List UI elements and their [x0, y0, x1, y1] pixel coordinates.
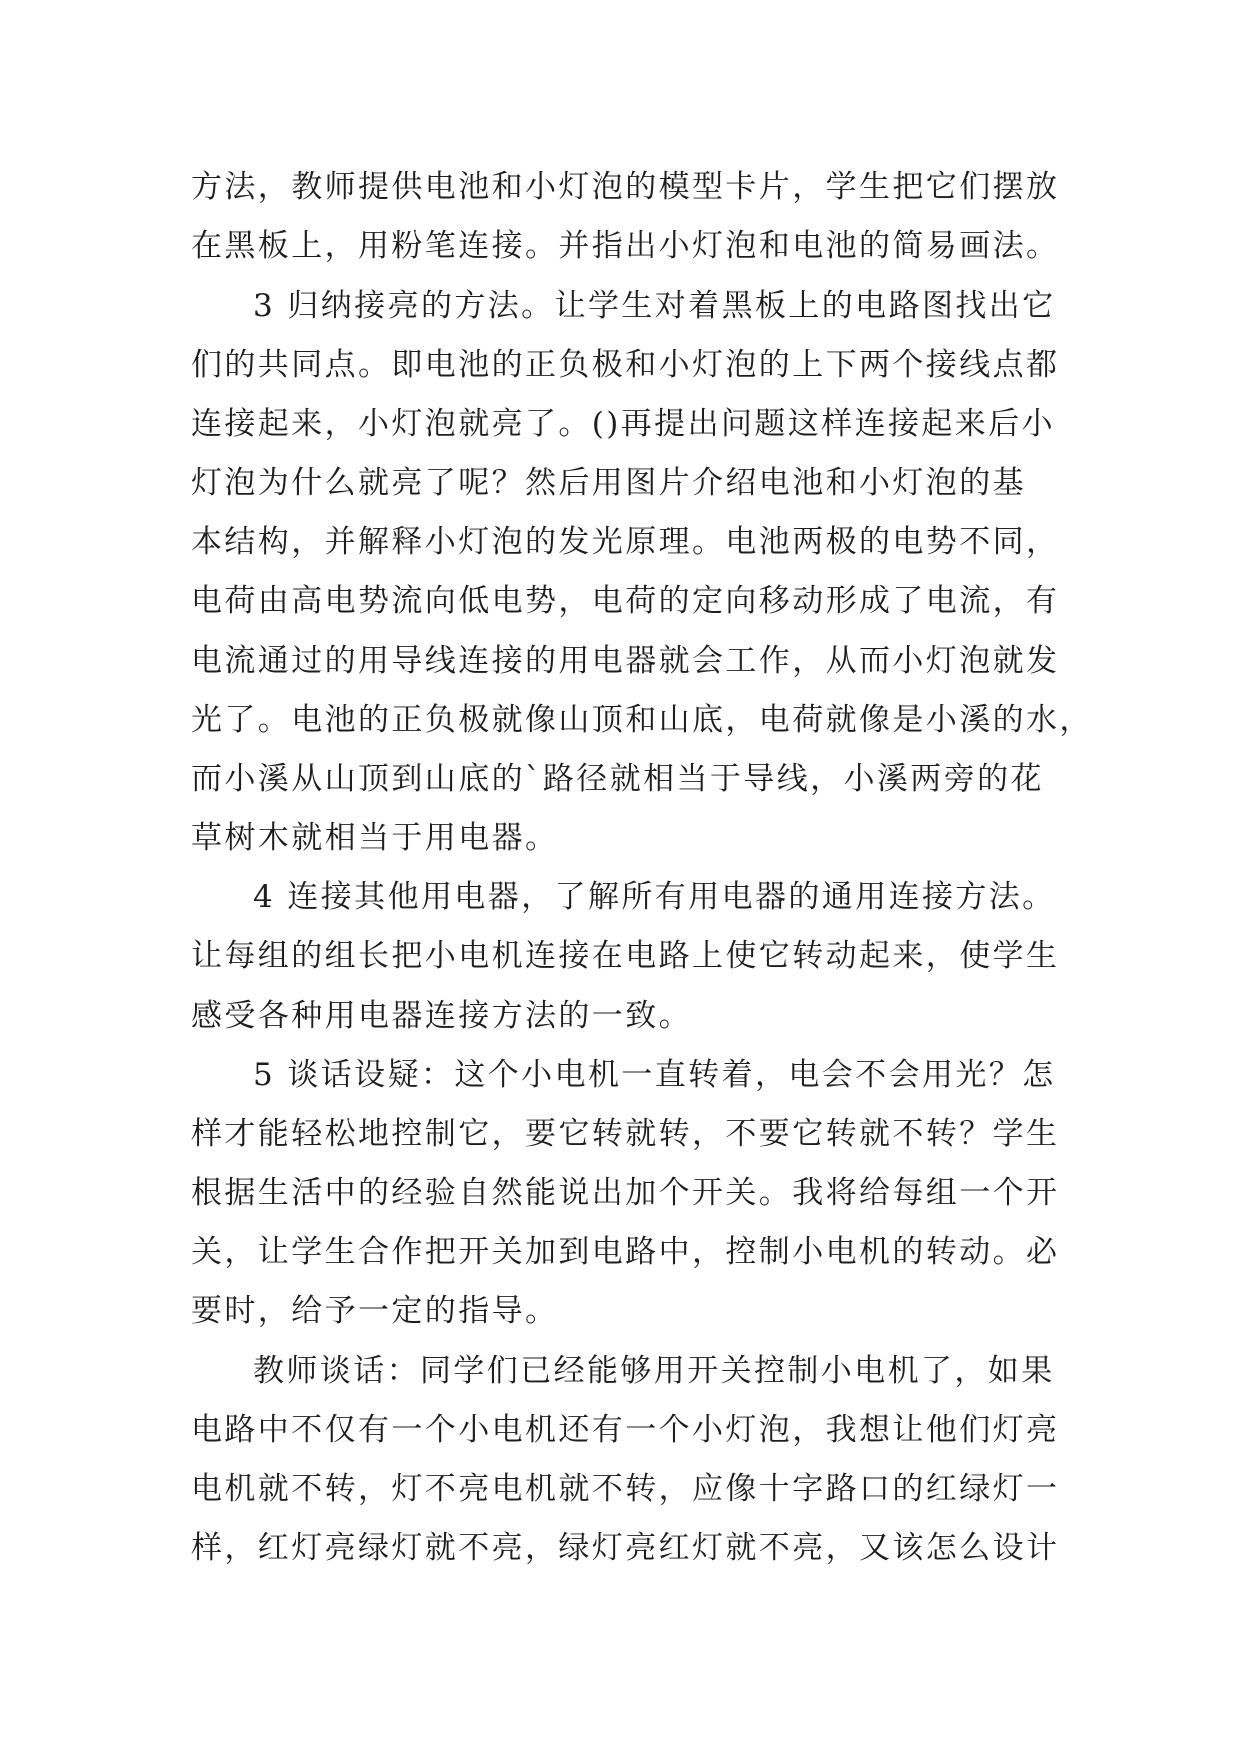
text-line: 电流通过的用导线连接的用电器就会工作，从而小灯泡就发	[191, 643, 1060, 679]
paragraph-start-line: 教师谈话：同学们已经能够用开关控制小电机了，如果	[253, 1353, 1055, 1389]
text-line: 光了。电池的正负极就像山顶和山底，电荷就像是小溪的水，	[191, 702, 1093, 738]
paragraph-start-line: 5 谈话设疑：这个小电机一直转着，电会不会用光？怎	[253, 1057, 1056, 1093]
text-line: 样，红灯亮绿灯就不亮，绿灯亮红灯就不亮，又该怎么设计	[191, 1530, 1060, 1566]
paragraph-start-line: 3 归纳接亮的方法。让学生对着黑板上的电路图找出它	[253, 288, 1056, 324]
text-line: 感受各种用电器连接方法的一致。	[191, 998, 692, 1034]
text-line: 连接起来，小灯泡就亮了。()再提出问题这样连接起来后小	[191, 406, 1055, 442]
text-line: 让每组的组长把小电机连接在电路上使它转动起来，使学生	[191, 938, 1060, 974]
text-line: 电机就不转，灯不亮电机就不转，应像十字路口的红绿灯一	[191, 1471, 1060, 1507]
text-line: 灯泡为什么就亮了呢？然后用图片介绍电池和小灯泡的基	[191, 465, 1026, 501]
paragraph-start-line: 4 连接其他用电器，了解所有用电器的通用连接方法。	[253, 879, 1056, 915]
text-line: 关，让学生合作把开关加到电路中，控制小电机的转动。必	[191, 1234, 1060, 1270]
text-line: 而小溪从山顶到山底的`路径就相当于导线，小溪两旁的花	[191, 761, 1044, 797]
text-line: 方法，教师提供电池和小灯泡的模型卡片，学生把它们摆放	[191, 169, 1060, 205]
text-line: 样才能轻松地控制它，要它转就转，不要它转就不转？学生	[191, 1116, 1060, 1152]
text-line: 草树木就相当于用电器。	[191, 820, 559, 856]
text-line: 在黑板上，用粉笔连接。并指出小灯泡和电池的简易画法。	[191, 228, 1060, 264]
text-line: 电荷由高电势流向低电势，电荷的定向移动形成了电流，有	[191, 583, 1060, 619]
text-line: 根据生活中的经验自然能说出加个开关。我将给每组一个开	[191, 1175, 1060, 1211]
text-line: 电路中不仅有一个小电机还有一个小灯泡，我想让他们灯亮	[191, 1412, 1060, 1448]
text-line: 们的共同点。即电池的正负极和小灯泡的上下两个接线点都	[191, 347, 1060, 383]
text-line: 要时，给予一定的指导。	[191, 1293, 559, 1329]
text-line: 本结构，并解释小灯泡的发光原理。电池两极的电势不同，	[191, 524, 1060, 560]
